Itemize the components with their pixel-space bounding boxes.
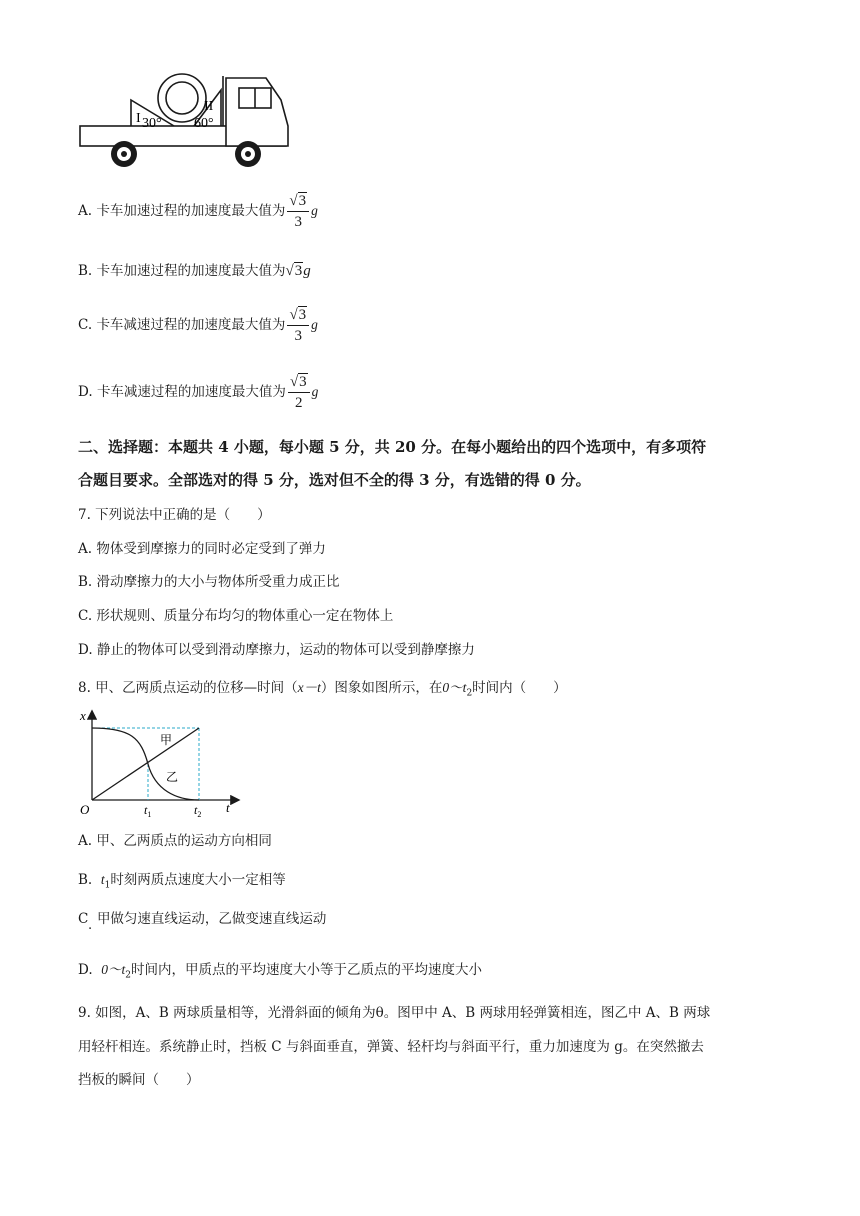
q6-option-a: A. 卡车加速过程的加速度最大值为 $\frac{√3}{3}$ g [78, 193, 318, 230]
q9-line3: 挡板的瞬间（ ） [78, 1072, 200, 1088]
series-yi-label: 乙 [166, 770, 179, 784]
t2-label: $t_2$ [194, 803, 202, 819]
q8-xt-graph [76, 708, 246, 820]
q7-option-d: D. 静止的物体可以受到滑动摩擦力，运动的物体可以受到静摩擦力 [78, 642, 475, 658]
q7-stem: 7. 下列说法中正确的是（ ） [78, 507, 271, 523]
q9-line1: 9. 如图，A、B 两球质量相等，光滑斜面的倾角为θ。图甲中 A、B 两球用轻弹簧相连，图乙中 A、B 两球 [78, 1005, 711, 1021]
q9-line2: 用轻杆相连。系统静止时，挡板 C 与斜面垂直，弹簧、轻杆均与斜面平行，重力加速度为 g。在突然撤去 [78, 1039, 704, 1055]
q6-option-d: D. 卡车减速过程的加速度最大值为 $\frac{√3}{2}$ g [78, 374, 319, 411]
q8-option-b: B. $t_1$时刻两质点速度大小一定相等 [78, 872, 286, 891]
label-I: I [136, 111, 141, 126]
series-jia-label: 甲 [160, 733, 173, 747]
angle-left-label: 30° [142, 116, 162, 131]
q7-option-b: B. 滑动摩擦力的大小与物体所受重力成正比 [78, 574, 340, 590]
truck-figure [76, 70, 296, 170]
q7-option-a: A. 物体受到摩擦力的同时必定受到了弹力 [78, 541, 326, 557]
label-II: II [204, 99, 214, 114]
fraction: $\frac{√3}{3}$ [287, 192, 309, 231]
q6-option-c: C. 卡车减速过程的加速度最大值为 $\frac{√3}{3}$ g [78, 307, 318, 344]
angle-right-label: 60° [194, 116, 214, 131]
q8-option-c-dot: . [88, 918, 93, 933]
origin-label: O [80, 802, 90, 817]
fraction: $\frac{√3}{2}$ [288, 373, 310, 412]
y-axis-label: x [80, 708, 86, 723]
q6-option-b: B. 卡车加速过程的加速度最大值为√3g [78, 263, 311, 279]
q8-stem: 8. 甲、乙两质点运动的位移—时间（x－t）图象如图所示，在$0\sim t_2$时间内（ ） [78, 680, 567, 699]
q8-option-d: D. $0\sim t_2$时间内，甲质点的平均速度大小等于乙质点的平均速度大小 [78, 962, 482, 981]
series-jia-line [92, 728, 199, 800]
q8-option-c: C 甲做匀速直线运动，乙做变速直线运动 [78, 911, 327, 927]
t1-label: $t_1$ [144, 803, 152, 819]
section2-header-line2: 合题目要求。全部选对的得 5 分，选对但不全的得 3 分，有选错的得 0 分。 [78, 471, 591, 489]
x-axis-label: t [226, 800, 230, 815]
fraction: $\frac{√3}{3}$ [287, 306, 309, 345]
q8-option-a: A. 甲、乙两质点的运动方向相同 [78, 833, 272, 849]
section2-header-line1: 二、选择题：本题共 4 小题，每小题 5 分，共 20 分。在每小题给出的四个选项中，有多项符 [78, 438, 707, 456]
q7-option-c: C. 形状规则、质量分布均匀的物体重心一定在物体上 [78, 608, 394, 624]
